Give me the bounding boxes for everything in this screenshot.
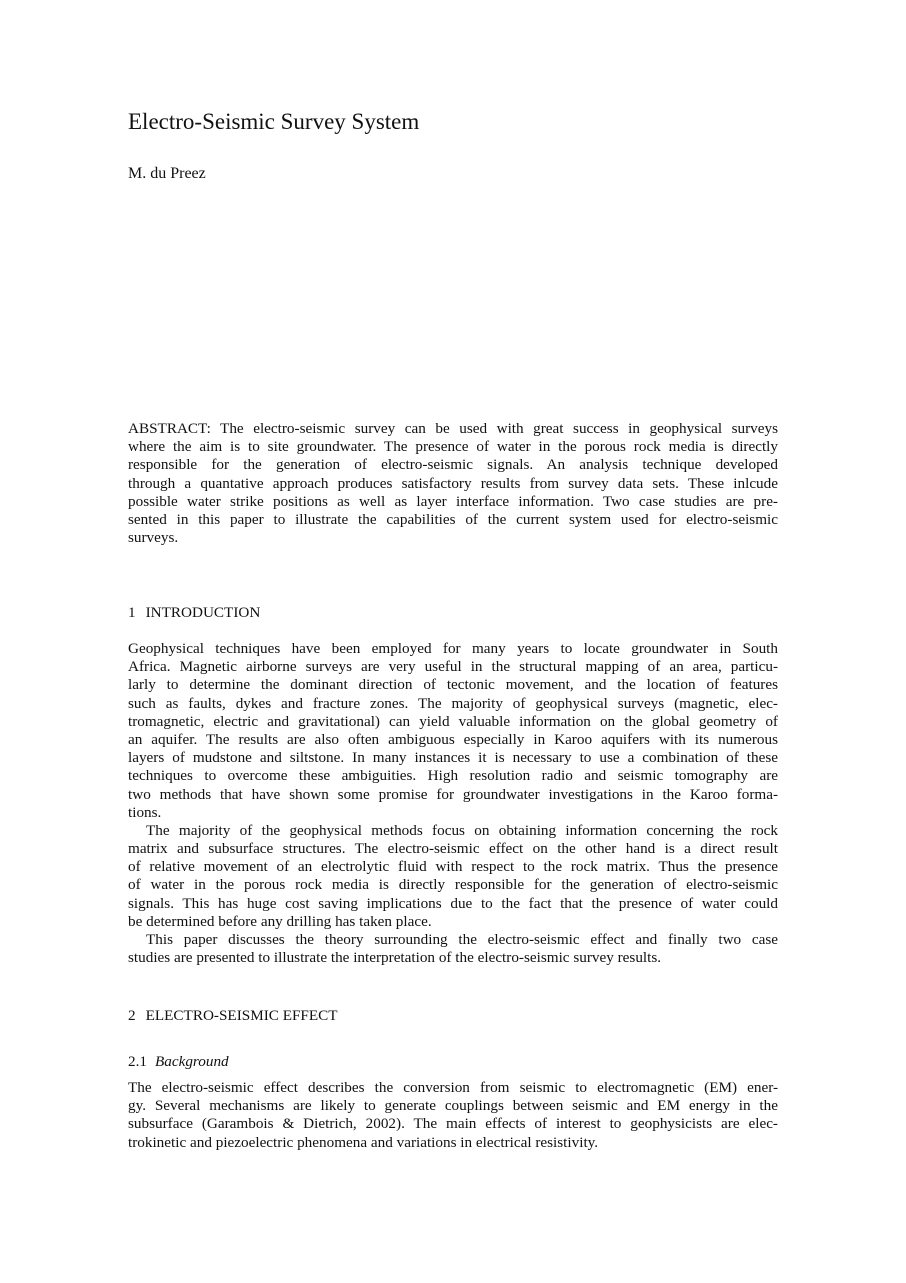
subsection-number: 2.1 [128,1053,147,1070]
introduction-body [128,640,778,967]
abstract-line: where the aim is to site groundwater. The presence of water in the porous rock media is directly [128,438,778,456]
body-line: matrix and subsurface structures. The electro-seismic effect on the other hand is a direct result [128,840,778,858]
subsection-title: Background [154,1053,229,1070]
body-line: studies are presented to illustrate the interpretation of the electro-seismic survey results. [128,949,662,967]
body-line: layers of mudstone and siltstone. In many instances it is necessary to use a combination of these [128,749,778,767]
body-line: The majority of the geophysical methods focus on obtaining information concerning the rock [146,821,778,839]
body-line: The electro-seismic effect describes the conversion from seismic to electromagnetic (EM) ener- [128,1079,778,1096]
body-line: techniques to overcome these ambiguities. High resolution radio and seismic tomography are [128,767,778,785]
body-line: such as faults, dykes and fracture zones. The majority of geophysical surveys (magnetic, elec- [128,694,778,712]
body-line: an aquifer. The results are also often ambiguous especially in Karoo aquifers with its numerous [128,730,778,748]
background-body [128,1079,778,1152]
section-title: INTRODUCTION [145,604,261,621]
section-heading-electro-seismic-effect [128,1006,338,1026]
body-line: tions. [128,803,162,821]
body-line: This paper discusses the theory surrounding the electro-seismic effect and finally two case [146,931,778,948]
abstract-line: sented in this paper to illustrate the capabilities of the current system used for electro-seismic [128,510,778,528]
section-title: ELECTRO-SEISMIC EFFECT [145,1007,338,1024]
abstract-line: ABSTRACT: The electro-seismic survey can be used with great success in geophysical surveys [128,420,778,437]
abstract-line: surveys. [128,529,179,547]
subsection-heading-background [128,1052,229,1072]
abstract-line: possible water strike positions as well as layer interface information. Two case studies are pre- [128,492,778,510]
section-heading-introduction [128,603,260,623]
body-line: Geophysical techniques have been employed for many years to locate groundwater in South [128,640,778,657]
section-number: 2 [128,1007,136,1024]
body-line: Africa. Magnetic airborne surveys are very useful in the structural mapping of an area, particu- [128,658,778,676]
body-line: be determined before any drilling has taken place. [128,912,432,930]
paper-title: Electro-Seismic Survey System [128,109,420,134]
section-number: 1 [128,604,136,621]
body-line: of relative movement of an electrolytic fluid with respect to the rock matrix. Thus the presence [128,858,778,876]
body-line: trokinetic and piezoelectric phenomena and variations in electrical resistivity. [128,1133,599,1151]
author-name: M. du Preez [128,165,206,182]
body-line: two methods that have shown some promise for groundwater investigations in the Karoo forma- [128,785,778,803]
body-line: tromagnetic, electric and gravitational) can yield valuable information on the global geometry of [128,712,778,730]
body-line: signals. This has huge cost saving implications due to the fact that the presence of water could [128,894,778,912]
body-line: gy. Several mechanisms are likely to generate couplings between seismic and EM energy in the [128,1097,778,1115]
body-line: of water in the porous rock media is directly responsible for the generation of electro-seismic [128,876,778,894]
abstract-line: responsible for the generation of electro-seismic signals. An analysis technique developed [128,456,778,474]
body-line: larly to determine the dominant direction of tectonic movement, and the location of features [128,676,778,694]
body-line: subsurface (Garambois & Dietrich, 2002). The main effects of interest to geophysicists are elec- [128,1115,778,1133]
abstract-paragraph [128,420,778,547]
abstract-line: through a quantative approach produces satisfactory results from survey data sets. These inlcude [128,474,778,492]
